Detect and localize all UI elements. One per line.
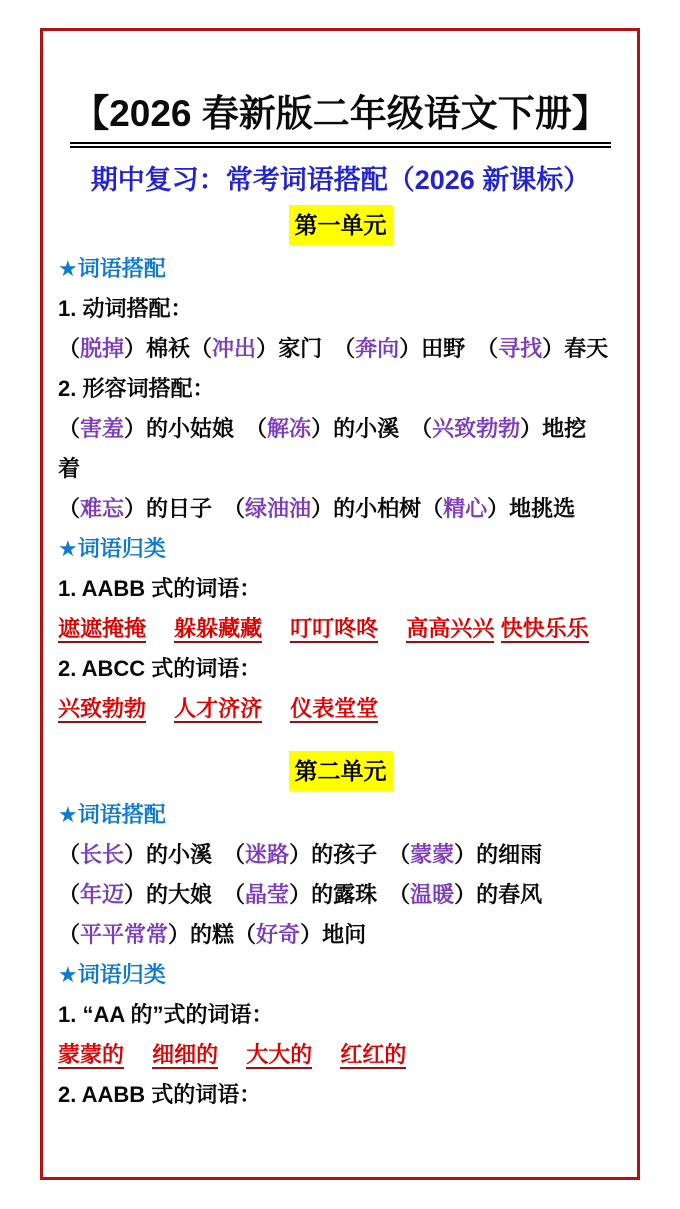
text-line (58, 289, 623, 329)
text-line (58, 409, 623, 449)
text-segment: 1. “AA 的”式的词语： (58, 1002, 274, 1027)
unit-heading-row (58, 205, 623, 247)
text-segment: （ (58, 922, 81, 947)
answer-word: 奔向 (355, 336, 400, 361)
text-segment: ）的小溪 （ (311, 416, 433, 441)
text-segment (262, 616, 290, 641)
text-segment: ）的糕（ (168, 922, 257, 947)
vocab-word: 大大的 (246, 1042, 313, 1067)
text-segment: ）地问 (300, 922, 367, 947)
text-segment: 2. 形容词搭配： (58, 376, 215, 401)
text-line (58, 609, 623, 649)
text-segment (312, 1042, 340, 1067)
document-body (58, 205, 623, 1115)
unit-section (58, 205, 623, 729)
text-segment: ）地挑选 (487, 496, 576, 521)
text-segment: ）家门 （ (256, 336, 356, 361)
text-segment: 1. AABB 式的词语： (58, 576, 262, 601)
vocab-word: 躲躲藏藏 (174, 616, 263, 641)
vocab-word: 蒙蒙的 (58, 1042, 125, 1067)
text-line (58, 995, 623, 1035)
answer-word: 兴致勃勃 (432, 416, 521, 441)
title-row (58, 83, 623, 148)
text-segment (146, 616, 174, 641)
vocab-word: 快快乐乐 (500, 616, 589, 641)
answer-word: 解冻 (267, 416, 312, 441)
worksheet-frame (40, 28, 640, 1180)
unit-section (58, 751, 623, 1115)
answer-word: 寻找 (498, 336, 543, 361)
answer-word: 晶莹 (245, 882, 290, 907)
text-line (58, 329, 623, 369)
answer-word: 温暖 (410, 882, 455, 907)
answer-word: 年迈 (80, 882, 125, 907)
text-segment: 2. ABCC 式的词语： (58, 656, 262, 681)
unit-heading: 第二单元 (289, 751, 393, 791)
text-line (58, 449, 623, 489)
text-line (58, 915, 623, 955)
text-segment: ）的露珠 （ (289, 882, 411, 907)
answer-word: 害羞 (80, 416, 125, 441)
text-line (58, 835, 623, 875)
text-segment: ）棉袄（ (124, 336, 213, 361)
text-segment: ）的大娘 （ (124, 882, 246, 907)
page-subtitle: 期中复习：常考词语搭配（2026 新课标） (90, 165, 591, 195)
unit-heading: 第一单元 (289, 205, 393, 245)
star-heading: ★词语归类 (58, 962, 166, 987)
text-segment: ）的小姑娘 （ (124, 416, 268, 441)
text-segment: （ (58, 496, 81, 521)
answer-word: 迷路 (245, 842, 290, 867)
text-line (58, 649, 623, 689)
star-heading: ★词语搭配 (58, 256, 166, 281)
text-segment (494, 616, 500, 641)
answer-word: 精心 (443, 496, 488, 521)
text-line (58, 689, 623, 729)
answer-word: 平平常常 (80, 922, 169, 947)
text-segment: （ (58, 336, 81, 361)
text-line (58, 1035, 623, 1075)
answer-word: 绿油油 (245, 496, 312, 521)
text-segment (262, 696, 290, 721)
text-segment: （ (58, 882, 81, 907)
answer-word: 难忘 (80, 496, 125, 521)
vocab-word: 人才济济 (174, 696, 263, 721)
answer-word: 好奇 (256, 922, 301, 947)
text-segment (218, 1042, 246, 1067)
text-segment: 1. 动词搭配： (58, 296, 193, 321)
text-segment: ）的小溪 （ (124, 842, 246, 867)
text-segment: ）的春风 (454, 882, 543, 907)
text-segment: 着 (58, 456, 81, 481)
text-segment (146, 696, 174, 721)
text-segment: （ (58, 842, 81, 867)
text-segment (124, 1042, 152, 1067)
text-line (58, 1075, 623, 1115)
text-line (58, 489, 623, 529)
text-segment: ）田野 （ (399, 336, 499, 361)
text-segment (378, 616, 406, 641)
text-line (58, 569, 623, 609)
vocab-word: 叮叮咚咚 (290, 616, 379, 641)
answer-word: 冲出 (212, 336, 257, 361)
answer-word: 脱掉 (80, 336, 125, 361)
vocab-word: 遮遮掩掩 (58, 616, 147, 641)
text-segment: ）的日子 （ (124, 496, 246, 521)
text-segment: 2. AABB 式的词语： (58, 1082, 262, 1107)
text-line (58, 875, 623, 915)
page-title: 【2026 春新版二年级语文下册】 (70, 83, 611, 148)
vocab-word: 红红的 (340, 1042, 407, 1067)
vocab-word: 细细的 (152, 1042, 219, 1067)
vocab-word: 仪表堂堂 (290, 696, 379, 721)
text-segment: ）的细雨 (454, 842, 543, 867)
answer-word: 长长 (80, 842, 125, 867)
answer-word: 蒙蒙 (410, 842, 455, 867)
text-segment: ）的小柏树（ (311, 496, 444, 521)
star-heading: ★词语归类 (58, 536, 166, 561)
vocab-word: 高高兴兴 (406, 616, 495, 641)
text-segment: （ (58, 416, 81, 441)
text-segment: ）地挖 (520, 416, 587, 441)
unit-heading-row (58, 751, 623, 793)
vocab-word: 兴致勃勃 (58, 696, 147, 721)
text-line (58, 369, 623, 409)
star-heading: ★词语搭配 (58, 802, 166, 827)
text-segment: ）的孩子 （ (289, 842, 411, 867)
text-segment: ）春天 (542, 336, 609, 361)
